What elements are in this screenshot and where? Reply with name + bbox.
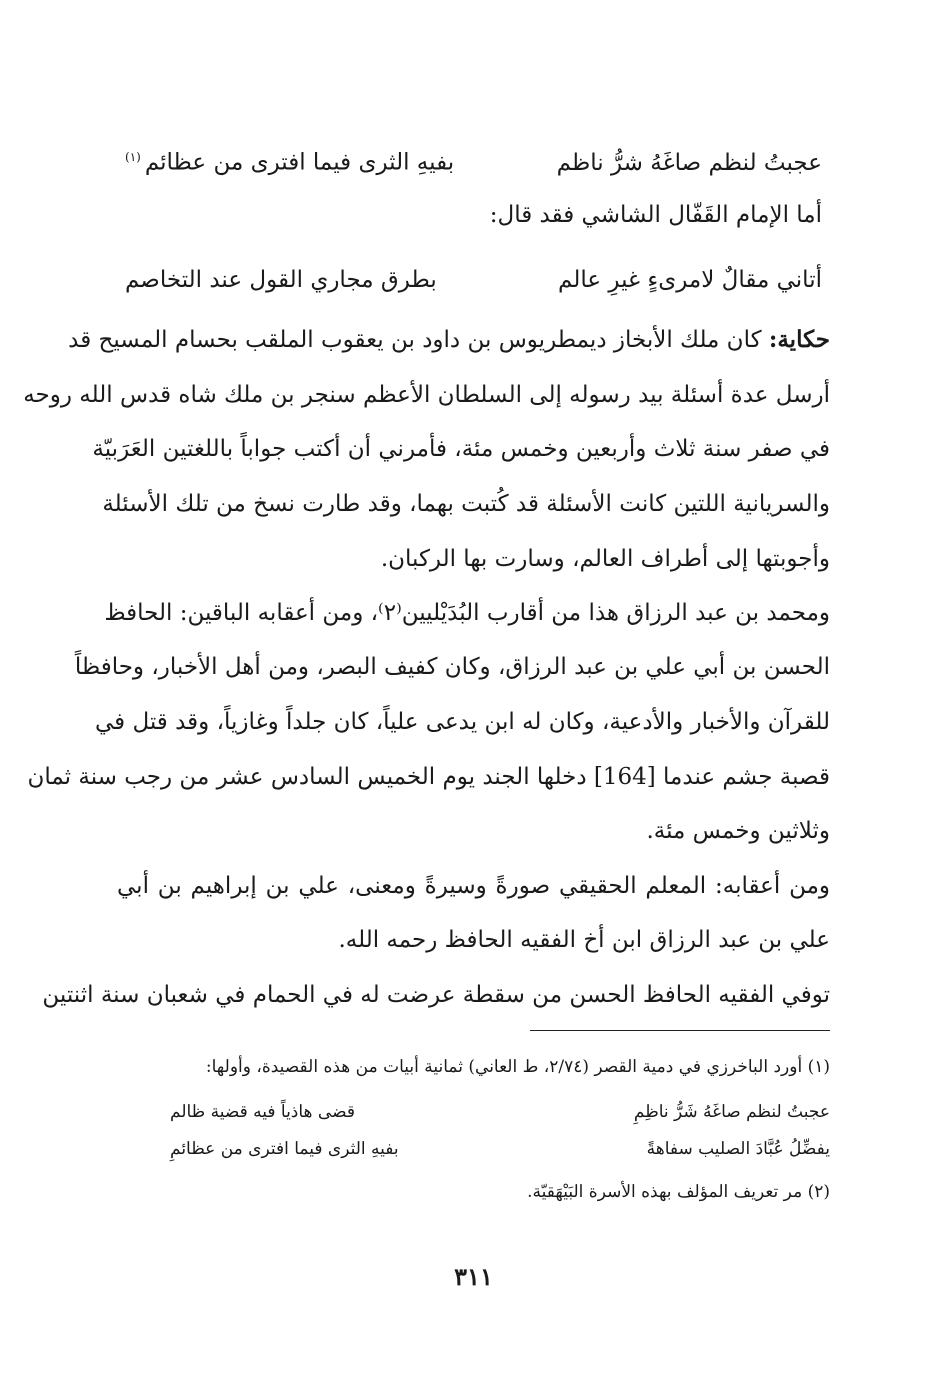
poem-verse-2 <box>125 265 822 295</box>
verse-1-hemistich-2-text: بفيهِ الثرى فيما افترى من عظائم <box>144 149 455 176</box>
para2-line-4: قصبة جشم عندما [164] دخلها الجند يوم الخميس السادس عشر من رجب سنة ثمان <box>27 764 830 790</box>
footnote-verse-1-h2: قضى هاذياً فيه قضية ظالم <box>170 1102 355 1122</box>
poem-verse-1 <box>125 142 822 178</box>
para3-line-2: علي بن عبد الرزاق ابن أخ الفقيه الحافظ رحمه الله. <box>338 927 830 953</box>
footnote-verse-2-h1: يفضِّلُ عُبَّادَ الصليب سفاهةً <box>646 1139 830 1159</box>
footnote-ref-1: (١) <box>125 150 141 164</box>
footnote-verse-1 <box>170 1100 830 1124</box>
verse-2-hemistich-1: أتاني مقالٌ لامرىءٍ غيرِ عالم <box>558 267 822 293</box>
story-line-1 <box>68 325 830 355</box>
para2-line-5: وثلاثين وخمس مئة. <box>646 818 830 844</box>
footnote-2: (٢) مر تعريف المؤلف بهذه الأسرة البَيْهَقيّة. <box>527 1182 830 1202</box>
page-number: ٣١١ <box>454 1262 493 1291</box>
footnote-1: (١) أورد الباخرزي في دمية القصر (٢/٧٤، ط العاني) ثمانية أبيات من هذه القصيدة، وأولها: <box>205 1057 830 1077</box>
para2-line-2: الحسن بن أبي علي بن عبد الرزاق، وكان كفيف البصر، ومن أهل الأخبار، وحافظاً <box>74 654 830 680</box>
footnote-verse-2 <box>170 1137 830 1161</box>
story-line-4: والسريانية اللتين كانت الأسئلة قد كُتبت بهما، وقد طارت نسخ من تلك الأسئلة <box>102 491 830 517</box>
verse-2-hemistich-2: بطرق مجاري القول عند التخاصم <box>125 267 437 293</box>
footnote-verse-1-h1: عجبتُ لنظم صاغَهُ شَرُّ ناظِمِ <box>633 1102 830 1122</box>
story-line-2: أرسل عدة أسئلة بيد رسوله إلى السلطان الأعظم سنجر بن ملك شاه قدس الله روحه <box>23 382 830 408</box>
story-line-1-text: كان ملك الأبخاز ديمطريوس بن داود بن يعقوب الملقب بحسام المسيح قد <box>68 327 769 353</box>
para3-line-1: ومن أعقابه: المعلم الحقيقي صورةً وسيرةً ومعنى، علي بن إبراهيم بن أبي <box>117 873 830 899</box>
story-line-3: في صفر سنة ثلاث وأربعين وخمس مئة، فأمرني أن أكتب جواباً باللغتين العَرَبيّة <box>92 436 830 462</box>
para2-line-3: للقرآن والأخبار والأدعية، وكان له ابن يدعى علياً، كان جلداً وغازياً، وقد قتل في <box>94 709 830 735</box>
intro-line: أما الإمام القَفّال الشاشي فقد قال: <box>489 202 822 228</box>
para2-line-1: ومحمد بن عبد الرزاق هذا من أقارب البُدَيْليين⁽٢⁾، ومن أعقابه الباقين: الحافظ <box>104 600 830 626</box>
para4-line-1: توفي الفقيه الحافظ الحسن من سقطة عرضت له في الحمام في شعبان سنة اثنتين <box>42 982 830 1008</box>
footnote-verse-2-h2: بفيهِ الثرى فيما افترى من عظائمِ <box>170 1139 399 1159</box>
footnote-separator <box>530 1030 830 1031</box>
verse-1-hemistich-1: عجبتُ لنظم صاغَهُ شرُّ ناظم <box>556 149 822 176</box>
verse-1-hemistich-2 <box>125 142 454 178</box>
story-line-5: وأجوبتها إلى أطراف العالم، وسارت بها الركبان. <box>380 546 830 572</box>
story-lead-word: حكاية: <box>768 326 830 353</box>
